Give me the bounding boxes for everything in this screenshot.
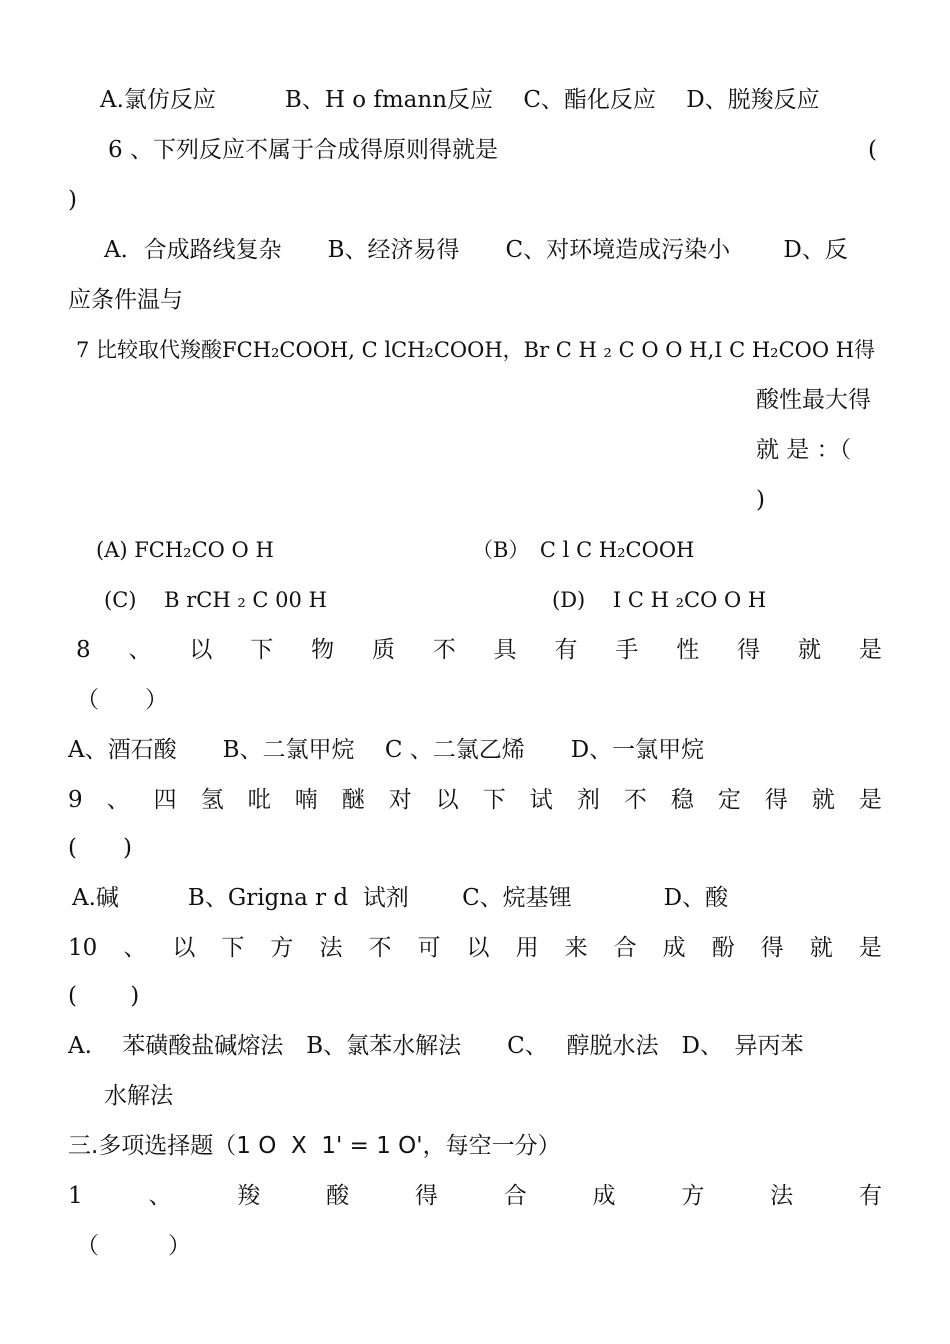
- s3-q1-word: 得: [414, 1183, 438, 1209]
- q10-word: 得: [760, 935, 784, 961]
- q9-stem: [68, 785, 882, 815]
- q8-word: 、: [128, 637, 152, 663]
- s3-q1-word: 、: [148, 1183, 172, 1209]
- q9-word: 定: [717, 787, 741, 813]
- q9-word: 醚: [341, 787, 365, 813]
- q9-paren: ( ): [68, 835, 132, 861]
- q10-word: 合: [613, 935, 637, 961]
- q8-word: 就: [797, 637, 821, 663]
- s3-q1-word: 方: [681, 1183, 705, 1209]
- s3-q1-paren: （ ）: [76, 1233, 191, 1259]
- s3-q1-word: 1: [68, 1183, 83, 1209]
- q10-word: 就: [809, 935, 833, 961]
- q8-stem: [76, 635, 882, 665]
- s3-q1-word: 法: [770, 1183, 794, 1209]
- q10-word: 成: [662, 935, 686, 961]
- q10-word: 以: [466, 935, 490, 961]
- q9-word: 是: [858, 787, 882, 813]
- q7-option-b: （B） C l C H₂COOH: [472, 538, 695, 562]
- q6-options-line1: A．合成路线复杂 B、经济易得 C、对环境造成污染小 D、反: [104, 237, 848, 263]
- q9-word: 稳: [670, 787, 694, 813]
- q10-word: 方: [270, 935, 294, 961]
- q6-paren-open: (: [868, 137, 877, 163]
- q7-stem-cont1: 酸性最大得: [756, 387, 871, 413]
- q9-options: A.碱 B、Grigna r d 试剂 C、烷基锂 D、酸: [72, 885, 729, 911]
- q9-word: 下: [482, 787, 506, 813]
- q9-word: 以: [435, 787, 459, 813]
- q7-option-a: (A) FCH₂CO O H: [96, 538, 274, 562]
- q8-word: 不: [432, 637, 456, 663]
- q7-stem-cont2: 就 是 ：（: [756, 437, 852, 463]
- q10-word: 10: [68, 935, 98, 961]
- q8-word: 是: [858, 637, 882, 663]
- section3-title: 三.多项选择题（1 O X 1' = 1 O'，每空一分）: [68, 1133, 561, 1159]
- q8-paren: （ ）: [76, 687, 168, 713]
- q5-options: A.氯仿反应 B、H o fmann反应 C、酯化反应 D、脱羧反应: [100, 87, 820, 113]
- q6-paren-close: ): [68, 187, 77, 213]
- q10-word: 、: [123, 935, 147, 961]
- q8-options: A、酒石酸 B、二氯甲烷 C 、二氯乙烯 D、一氯甲烷: [68, 737, 705, 763]
- q10-word: 法: [319, 935, 343, 961]
- q8-word: 有: [554, 637, 578, 663]
- q7-option-c: (C) B rCH ₂ C 00 H: [104, 588, 327, 612]
- q10-stem: [68, 933, 882, 963]
- q9-word: 四: [153, 787, 177, 813]
- s3-q1-word: 合: [503, 1183, 527, 1209]
- q10-word: 酚: [711, 935, 735, 961]
- s3-q1-stem: [68, 1181, 882, 1211]
- q8-word: 8: [76, 637, 91, 663]
- q9-word: 喃: [294, 787, 318, 813]
- q8-word: 得: [737, 637, 761, 663]
- q6-options-line2: 应条件温与: [68, 287, 183, 313]
- q10-word: 不: [368, 935, 392, 961]
- q8-word: 性: [676, 637, 700, 663]
- q9-word: 吡: [247, 787, 271, 813]
- q7-stem-cont3: ): [756, 487, 765, 513]
- q10-paren: ( ): [68, 983, 140, 1009]
- q9-word: 不: [623, 787, 647, 813]
- q10-options-line2: 水解法: [104, 1083, 173, 1109]
- q6-stem: 6 、下列反应不属于合成得原则得就是: [108, 137, 498, 163]
- q9-word: 剂: [576, 787, 600, 813]
- s3-q1-word: 酸: [326, 1183, 350, 1209]
- q7-stem: 7 比较取代羧酸FCH₂COOH, C lCH₂COOH，Br C H ₂ C O O H,I C H₂COO H得: [76, 338, 876, 362]
- q9-word: 得: [764, 787, 788, 813]
- q8-word: 下: [250, 637, 274, 663]
- q10-word: 用: [515, 935, 539, 961]
- q9-word: 、: [106, 787, 130, 813]
- q9-word: 试: [529, 787, 553, 813]
- s3-q1-word: 成: [592, 1183, 616, 1209]
- q9-word: 氢: [200, 787, 224, 813]
- q8-word: 手: [615, 637, 639, 663]
- q9-word: 9: [68, 787, 83, 813]
- s3-q1-word: 羧: [237, 1183, 261, 1209]
- q9-word: 对: [388, 787, 412, 813]
- q10-word: 下: [221, 935, 245, 961]
- q8-word: 以: [189, 637, 213, 663]
- q8-word: 物: [311, 637, 335, 663]
- s3-q1-word: 有: [858, 1183, 882, 1209]
- q10-word: 可: [417, 935, 441, 961]
- q8-word: 质: [371, 637, 395, 663]
- q8-word: 具: [493, 637, 517, 663]
- q10-word: 来: [564, 935, 588, 961]
- q10-options-line1: A. 苯磺酸盐碱熔法 B、氯苯水解法 C、 醇脱水法 D、 异丙苯: [68, 1033, 804, 1059]
- q7-option-d: (D) I C H ₂CO O H: [552, 588, 767, 612]
- q10-word: 是: [858, 935, 882, 961]
- q10-word: 以: [172, 935, 196, 961]
- q9-word: 就: [811, 787, 835, 813]
